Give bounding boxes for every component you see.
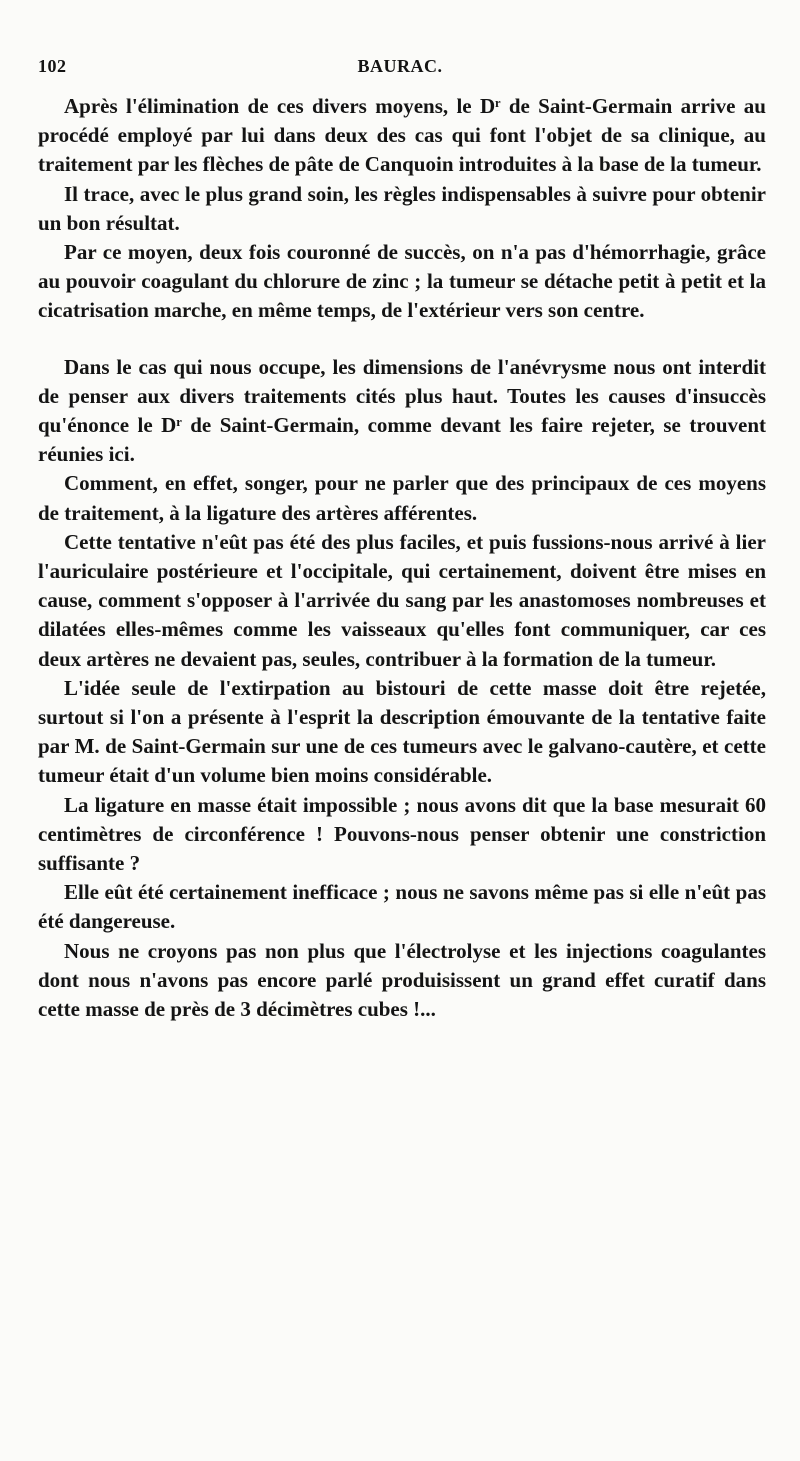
- paragraph: Comment, en effet, songer, pour ne parler que des principaux de ces moyens de traitement, à la ligature des artères afférentes.: [38, 471, 766, 525]
- paragraph: Cette tentative n'eût pas été des plus faciles, et puis fussions-nous arrivé à lier l'auriculaire postérieure et l'occipitale, qui certainement, doivent être mises en cause, comment s'opposer à l'arrivée du sang par les anastomoses nombreuses et dilatées elles-mêmes comme les vaisseaux qu'elles font communiquer, car ces deux artères ne devaient pas, seules, contribuer à la formation de la tumeur.: [38, 529, 766, 671]
- page-number: 102: [38, 56, 67, 76]
- running-head: [38, 56, 762, 86]
- paragraph: Elle eût été certainement inefficace ; nous ne savons même pas si elle n'eût pas été dangereuse.: [38, 880, 766, 934]
- paragraph: Dans le cas qui nous occupe, les dimensions de l'anévrysme nous ont interdit de penser aux divers traitements cités plus haut. Toutes les causes d'insuccès qu'énonce le Dʳ de Saint-Germain, comme devant les faire rejeter, se trouvent réunies ici.: [38, 354, 766, 467]
- paragraph: Il trace, avec le plus grand soin, les règles indispensables à suivre pour obtenir un bon résultat.: [38, 181, 766, 235]
- paragraph: Après l'élimination de ces divers moyens, le Dʳ de Saint-Germain arrive au procédé employé par lui dans deux des cas qui font l'objet de sa clinique, au traitement par les flèches de pâte de Canquoin introduites à la base de la tumeur.: [38, 94, 766, 177]
- paragraph: La ligature en masse était impossible ; nous avons dit que la base mesurait 60 centimètres de circonférence ! Pouvons-nous penser obtenir une constriction suffisante ?: [38, 792, 766, 876]
- paragraph: Nous ne croyons pas non plus que l'électrolyse et les injections coagulantes dont nous n'avons pas encore parlé produisissent un grand effet curatif dans cette masse de près de 3 décimètres cubes !...: [38, 938, 766, 1022]
- body-text: [38, 92, 766, 1024]
- running-title: BAURAC.: [357, 56, 443, 76]
- paragraph: L'idée seule de l'extirpation au bistouri de cette masse doit être rejetée, surtout si l'on a présente à l'esprit la description émouvante de la tentative faite par M. de Saint-Germain sur une de ces tumeurs avec le galvano-cautère, et cette tumeur était d'un volume bien moins considérable.: [38, 675, 766, 788]
- paragraph: Par ce moyen, deux fois couronné de succès, on n'a pas d'hémorrhagie, grâce au pouvoir coagulant du chlorure de zinc ; la tumeur se détache petit à petit et la cicatrisation marche, en même temps, de l'extérieur vers son centre.: [38, 240, 766, 323]
